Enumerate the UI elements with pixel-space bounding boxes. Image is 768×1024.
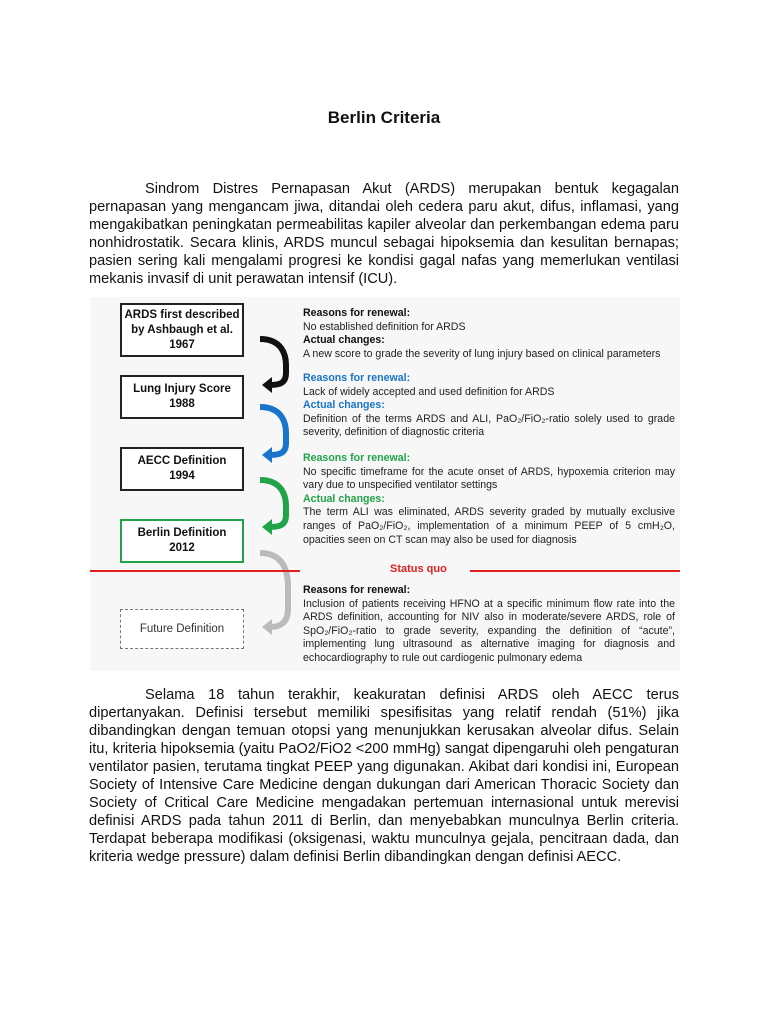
changes-head: Actual changes: <box>303 334 385 347</box>
renewal-head: Reasons for renewal: <box>303 452 411 464</box>
box-berlin-2012 <box>120 519 244 563</box>
page-title: Berlin Criteria <box>327 108 441 127</box>
renewal-head: Reasons for renewal: <box>303 372 411 384</box>
arrowhead-2 <box>262 447 272 463</box>
arrow-2012-to-future <box>260 553 288 627</box>
intro-paragraph: Sindrom Distres Pernapasan Akut (ARDS) merupakan bentuk kegagalan pernapasan yang mengancam jiwa, ditandai oleh cedera paru akut, difus, inflamasi, yang mengakibatkan peningkatan permeabilitas kapiler alveolar dan perkembangan edema paru nonhidrostatik. Secara klinis, ARDS muncul sebagai hipoksemia dan kesulitan bernapas; pasien sering kali mengalami progresi ke kondisi gagal nafas yang memerlukan ventilasi mekanis invasif di unit perawatan intensif (ICU). <box>89 181 679 287</box>
box-ards-1967 <box>120 303 244 357</box>
changes-head: Actual changes: <box>303 492 385 505</box>
status-quo-line-right <box>470 570 680 572</box>
box-berlin-line1: Berlin Definition <box>137 527 227 539</box>
changes-text: The term ALI was eliminated, ARDS severity graded by mutually exclusive ranges of PaO₂/FiO₂, implementation of a minimum PEEP of 5 cmH₂O, opacities seen on CT scan may also be used for diagnosis <box>303 506 675 546</box>
box-lis-year: 1988 <box>169 398 195 410</box>
box-future-definition <box>120 609 244 649</box>
changes-text: A new score to grade the severity of lung injury based on clinical parameters <box>303 347 661 360</box>
arrow-1994-to-2012 <box>260 480 286 527</box>
body-paragraph: Selama 18 tahun terakhir, keakuratan definisi ARDS oleh AECC terus dipertanyakan. Definisi tersebut memiliki spesifisitas yang relatif rendah (51%) jika dibandingkan dengan temuan otopsi yang menunjukkan kerusakan alveolar difus. Selain itu, kriteria hipoksemia (yaitu PaO2/FiO2 <200 mmHg) sangat dipengaruhi oleh pengaturan ventilator pasien, terutama tingkat PEEP yang digunakan. Akibat dari kondisi ini, European Society of Intensive Care Medicine dengan dukungan dari American Thoracic Society dan Society of Critical Care Medicine mengadakan pertemuan internasional untuk merevisi definisi ARDS pada tahun 2011 di Berlin, dan menyebabkan munculnya Berlin criteria. Terdapat beberapa modifikasi (oksigenasi, waktu munculnya gejala, pencitraan dada, dan kriteria wedge pressure) dalam definisi Berlin dibandingkan dengan definisi AECC. <box>89 687 679 865</box>
reasons-block-1988 <box>303 372 675 440</box>
reasons-block-1967 <box>303 307 675 361</box>
renewal-head: Reasons for renewal: <box>303 307 411 319</box>
changes-text: Definition of the terms ARDS and ALI, PaO₂/FiO₂-ratio solely used to grade severity, definition of diagnostic criteria <box>303 412 675 439</box>
box-aecc-1994 <box>120 447 244 491</box>
box-ards-line2: by Ashbaugh et al. <box>131 323 233 336</box>
box-ards-year: 1967 <box>169 338 195 351</box>
reasons-block-future <box>303 584 675 666</box>
arrow-1967-to-1988 <box>260 339 286 385</box>
box-berlin-year: 2012 <box>169 542 195 554</box>
renewal-text: Inclusion of patients receiving HFNO at a specific minimum flow rate into the ARDS definition, accounting for NIV also in moderate/severe ARDS, role of SpO₂/FiO₂-ratio to grade severity, expanding the definition of “acute”, implementing lung ultrasound as alternative imaging for diagnosis and echocardiography to rule out cardiogenic pulmonary edema <box>303 597 675 664</box>
renewal-text: No established definition for ARDS <box>303 320 466 333</box>
reasons-block-1994 <box>303 452 675 547</box>
renewal-head: Reasons for renewal: <box>303 584 411 596</box>
berlin-criteria-timeline-figure <box>90 297 680 671</box>
box-lung-injury-score-1988 <box>120 375 244 419</box>
arrowhead-4 <box>262 619 272 635</box>
arrowhead-1 <box>262 377 272 393</box>
status-quo-label: Status quo <box>390 563 447 575</box>
box-aecc-year: 1994 <box>169 470 195 482</box>
renewal-text: No specific timeframe for the acute onset of ARDS, hypoxemia criterion may vary due to unspecified ventilator settings <box>303 465 675 492</box>
renewal-text: Lack of widely accepted and used definition for ARDS <box>303 385 555 398</box>
box-ards-line1: ARDS first described <box>124 308 240 321</box>
status-quo-line-left <box>90 570 300 572</box>
arrowhead-3 <box>262 519 272 535</box>
changes-head: Actual changes: <box>303 399 385 412</box>
box-future-line1: Future Definition <box>139 622 225 635</box>
box-lis-line1: Lung Injury Score <box>133 383 231 395</box>
box-aecc-line1: AECC Definition <box>137 455 227 467</box>
arrow-1988-to-1994 <box>260 407 286 455</box>
